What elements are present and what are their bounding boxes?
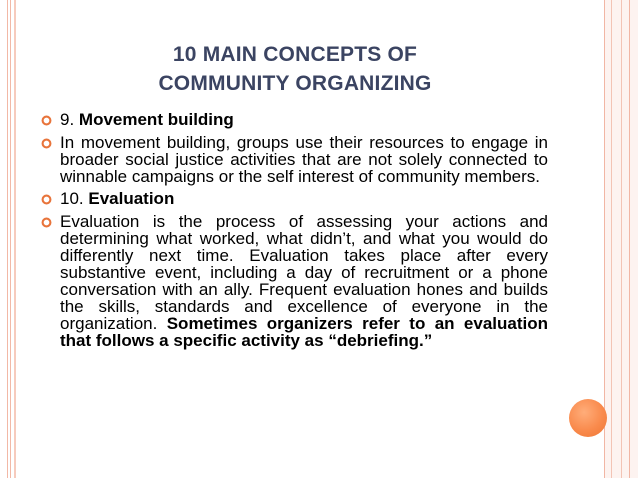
left-decorative-line [10,0,11,478]
right-decorative-line [621,0,622,478]
left-decorative-line [14,0,16,478]
item-number: 9. [60,110,79,129]
title-line: COMMUNITY ORGANIZING [158,72,432,95]
hollow-circle-bullet-icon [40,193,52,205]
right-decorative-line [604,0,605,478]
left-decorative-line [7,0,8,478]
right-decorative-line [629,0,630,478]
item-text-emphasis: Sometimes organizers refer to an evaluation that follows a specific activity as “debriefing.” [60,314,548,350]
hollow-circle-bullet-icon [40,216,52,228]
item-number: 10. [60,189,89,208]
bullet-list [40,109,548,352]
right-decorative-line [611,0,612,478]
list-item [40,109,548,131]
item-heading: Movement building [78,110,234,129]
list-item [40,213,548,349]
hollow-circle-bullet-icon [40,114,52,126]
hollow-circle-bullet-icon [40,137,52,149]
item-text: In movement building, groups use their resources to engage in broader social justice activities that are not solely connected to winnable campaigns or the self interest of community members. [60,133,548,186]
item-text: Evaluation is the process of assessing your actions and determining what worked, what didn’t, and what you would do differently next time. Evaluation takes place after every substantive event, including a day of recruitment or a phone conversation with an ally. Frequent evaluation hones and builds the skills, standards and excellence of everyone in the organization. [60,212,548,333]
list-item [40,188,548,210]
orange-circle-icon [569,399,607,437]
list-item [40,134,548,185]
slide-title [120,40,470,98]
item-heading: Evaluation [88,189,175,208]
title-line: 10 MAIN CONCEPTS OF [172,43,418,66]
